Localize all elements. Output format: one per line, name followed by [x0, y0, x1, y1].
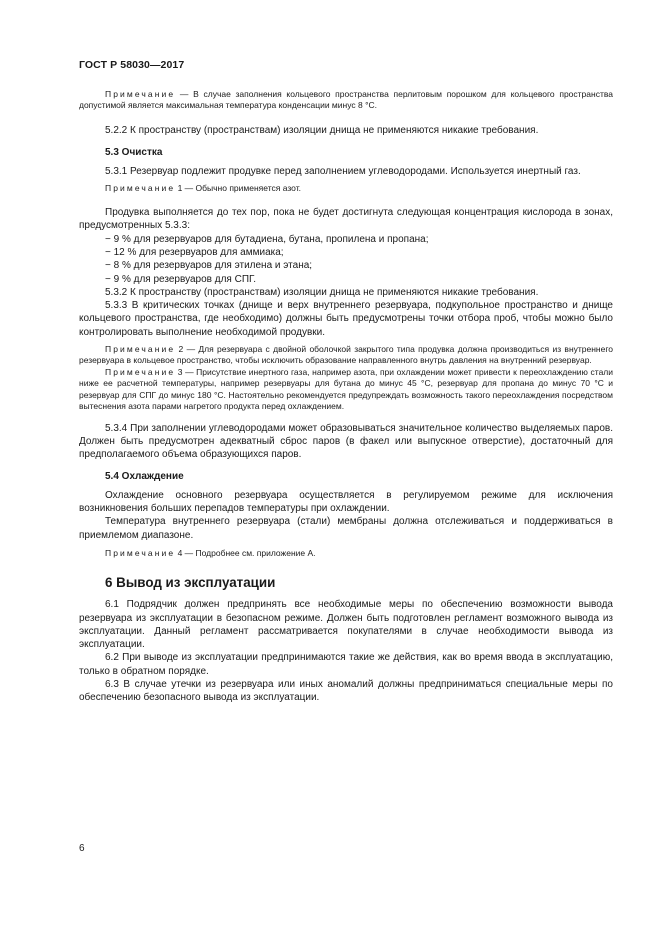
note-text: — В случае заполнения кольцевого пространства перлитовым порошком для кольцевого пространства допустимой является максимальная температура конденсации минус 8 °С. [79, 89, 613, 111]
note-label: Примечание [105, 344, 176, 355]
paragraph-6-3: 6.3 В случае утечки из резервуара или иных аномалий должны предприниматься специальные меры по обеспечению безопасного вывода из эксплуатации. [79, 679, 613, 704]
note-2 [79, 344, 613, 367]
note-text: 3 — Присутствие инертного газа, например азота, при охлаждении может привести к переохлаждению стали ниже ее расчетной температуры, например резервуары для бутана до минус 45 °С, резервуар для пропана до минус 70 °С и резервуар для СПГ до минус 180 °С. Настоятельно рекомендуется предупреждать возможность такого переохлаждения посредством вытеснения азота парами нагретого продукта перед охлаждением. [79, 366, 613, 412]
paragraph-5-4-b: Температура внутреннего резервуара (стали) мембраны должна отслеживаться и поддерживаться в приемлемом диапазоне. [79, 516, 613, 541]
note-4 [79, 548, 613, 559]
note-label: Примечание [105, 366, 176, 377]
list-item: − 9 % для резервуаров для СПГ. [105, 273, 256, 285]
paragraph-5-4-a: Охлаждение основного резервуара осуществляется в регулируемом режиме для исключения возникновения больших перепадов температуры при охлаждении. [79, 489, 613, 514]
document-header: ГОСТ Р 58030—2017 [79, 59, 185, 71]
note-label: Примечание [105, 182, 176, 193]
list-item: − 8 % для резервуаров для этилена и этана; [105, 260, 313, 272]
paragraph-6-1: 6.1 Подрядчик должен предпринять все необходимые меры по обеспечению возможности вывода резервуара из эксплуатации в безопасном режиме. Должен быть подготовлен регламент возможного вывода из эксплуатации. Данный регламент рассматривается покупателями в случае необходимости вывода из эксплуатации. [79, 599, 613, 651]
list-item: − 9 % для резервуаров для бутадиена, бутана, пропилена и пропана; [105, 233, 429, 245]
section-heading-5-3: 5.3 Очистка [105, 147, 163, 159]
note-text: 2 — Для резервуара с двойной оболочкой закрытого типа продувка должна производиться из внутреннего резервуара в кольцевое пространство, чтобы исключить образование направленного внутрь давления на внутренний резервуар. [79, 344, 613, 366]
note-0 [79, 89, 613, 112]
page-content [79, 89, 613, 705]
paragraph-purge: Продувка выполняется до тех пор, пока не будет достигнута следующая концентрация кислорода в зонах, предусмотренных 5.3.3: [79, 207, 613, 232]
section-heading-6: 6 Вывод из эксплуатации [105, 575, 276, 591]
note-label: Примечание [105, 547, 176, 558]
section-heading-5-4: 5.4 Охлаждение [105, 471, 184, 483]
note-1 [79, 183, 613, 194]
paragraph-5-3-4: 5.3.4 При заполнении углеводородами может образовываться значительное количество выделяемых паров. Должен быть предусмотрен адекватный сброс паров (в факел или выпускное отверстие), достаточный для предполагаемого объема образующихся паров. [79, 422, 613, 461]
note-text: 4 — Подробнее см. приложение А. [175, 547, 316, 558]
paragraph-6-2: 6.2 При выводе из эксплуатации предпринимаются такие же действия, как во время ввода в эксплуатацию, только в обратном порядке. [79, 652, 613, 677]
paragraph-5-2-2: 5.2.2 К пространству (пространствам) изоляции днища не применяются никакие требования. [105, 124, 539, 136]
page-number: 6 [79, 843, 85, 854]
paragraph-5-3-2: 5.3.2 К пространству (пространствам) изоляции днища не применяются никакие требования. [105, 286, 539, 298]
list-item: − 12 % для резервуаров для аммиака; [105, 247, 284, 258]
note-text: 1 — Обычно применяется азот. [175, 182, 302, 193]
paragraph-5-3-3: 5.3.3 В критических точках (днище и верх внутреннего резервуара, подкупольное пространство и днище кольцевого пространства, где необходимо) должны быть предусмотрены точки отбора проб, чтобы можно было контролировать выполнение необходимой продувки. [79, 300, 613, 338]
note-3 [79, 367, 613, 413]
note-label: Примечание [105, 89, 176, 99]
paragraph-5-3-1: 5.3.1 Резервуар подлежит продувке перед заполнением углеводородами. Используется инертный газ. [105, 166, 581, 178]
